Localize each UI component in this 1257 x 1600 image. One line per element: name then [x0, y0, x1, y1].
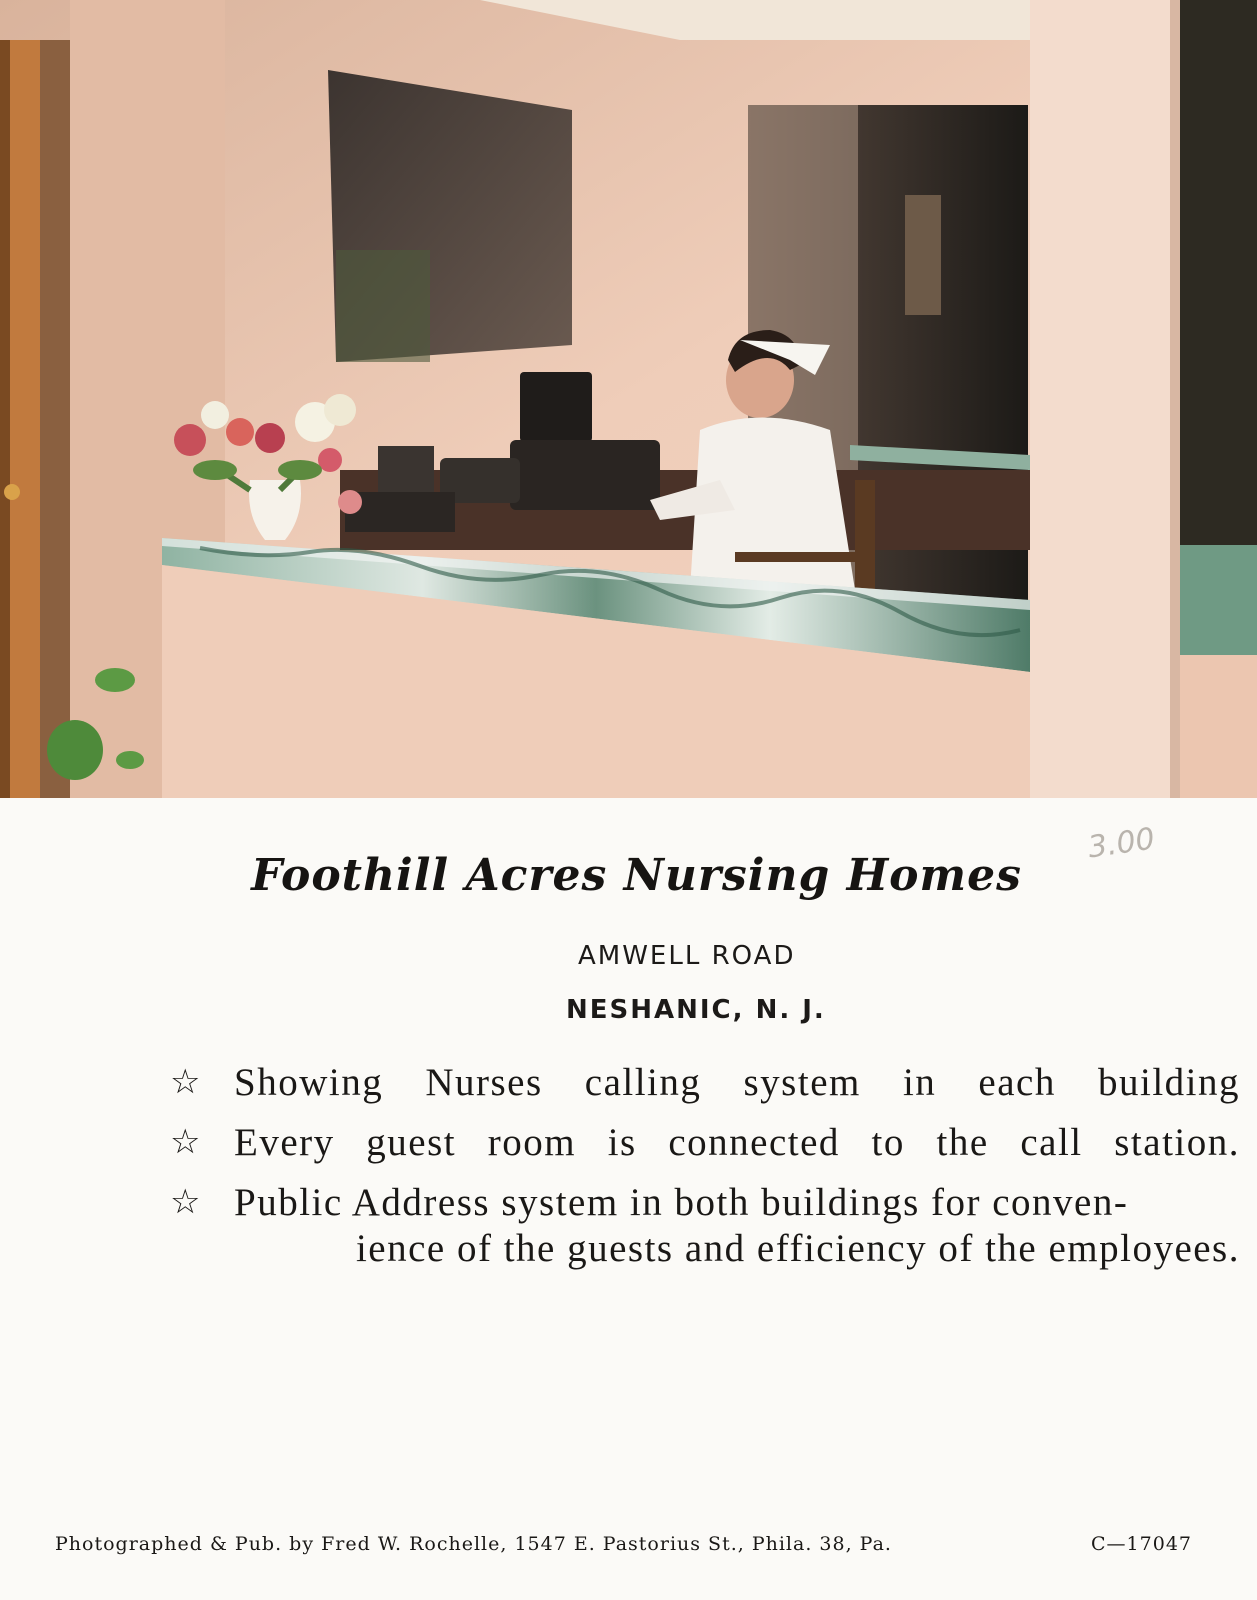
price-note: 3.00 — [1085, 821, 1157, 866]
photo-illustration — [0, 0, 1257, 798]
feature-text: Showing Nurses calling system in each building — [234, 1061, 1240, 1104]
feature-text: Public Address system in both buildings for conven- — [234, 1181, 1129, 1224]
feature-item — [170, 1180, 1240, 1272]
photo-nurse-station — [0, 0, 1257, 798]
publisher-line — [55, 1533, 1192, 1555]
card-title — [0, 850, 1257, 901]
star-icon: ☆ — [170, 1182, 202, 1222]
address-city: NESHANIC, N. J. — [566, 995, 826, 1025]
postcard-caption — [0, 798, 1257, 1600]
card-title-text: Foothill Acres Nursing Homes — [251, 850, 1022, 901]
star-icon: ☆ — [170, 1062, 202, 1102]
feature-item — [170, 1120, 1240, 1166]
address-street: AMWELL ROAD — [578, 941, 796, 971]
feature-item — [170, 1060, 1240, 1106]
feature-text: Every guest room is connected to the call station. — [234, 1121, 1240, 1164]
feature-list — [170, 1060, 1240, 1286]
star-icon: ☆ — [170, 1122, 202, 1162]
feature-text-continued: ience of the guests and efficiency of the employees. — [355, 1227, 1240, 1270]
publisher-credit: Photographed & Pub. by Fred W. Rochelle, 1547 E. Pastorius St., Phila. 38, Pa. — [55, 1533, 892, 1555]
card-code: C—17047 — [1091, 1533, 1192, 1555]
